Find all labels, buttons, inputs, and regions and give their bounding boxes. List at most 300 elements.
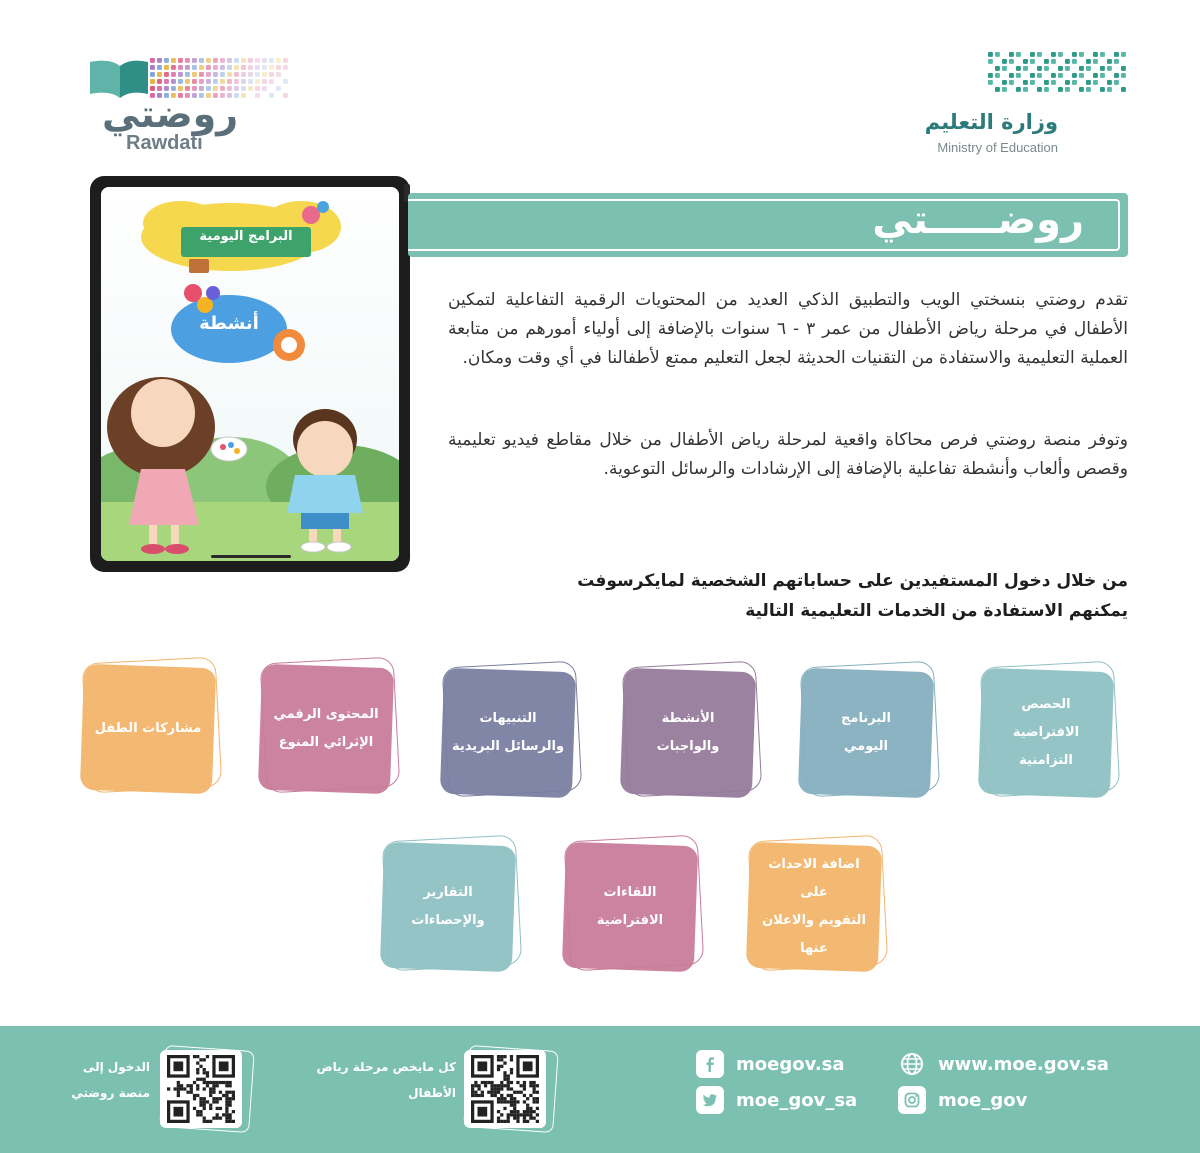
decorative-dot xyxy=(1037,52,1042,57)
decorative-dot xyxy=(1065,59,1070,64)
decorative-dot xyxy=(213,79,218,84)
decorative-dot xyxy=(1058,66,1063,71)
qr-module xyxy=(477,1087,480,1090)
qr-module xyxy=(497,1110,500,1113)
qr-pattern xyxy=(469,1055,541,1123)
qr-module xyxy=(225,1084,228,1087)
decorative-dot xyxy=(157,72,162,77)
decorative-dot xyxy=(988,52,993,57)
qr-module xyxy=(212,1084,215,1087)
qr-module xyxy=(510,1071,513,1074)
qr-module xyxy=(196,1084,199,1087)
decorative-dot xyxy=(1065,87,1070,92)
qr-module xyxy=(507,1117,510,1120)
qr-module xyxy=(474,1084,477,1087)
qr-module xyxy=(225,1113,228,1116)
decorative-dot xyxy=(171,72,176,77)
qr-module xyxy=(503,1074,506,1077)
decorative-dot xyxy=(269,72,274,77)
decorative-dot xyxy=(988,80,993,85)
qr-module xyxy=(500,1100,503,1103)
qr-module xyxy=(216,1117,219,1120)
qr-module xyxy=(516,1091,519,1094)
qr-module xyxy=(199,1097,202,1100)
card-line-1: اللقاءات xyxy=(603,885,657,900)
qr-module xyxy=(507,1081,510,1084)
decorative-dot xyxy=(1093,80,1098,85)
qr-module xyxy=(225,1091,228,1094)
qr-module xyxy=(232,1094,235,1097)
service-card-alerts-mail xyxy=(442,670,574,796)
qr-module xyxy=(533,1110,536,1113)
qr-module xyxy=(490,1081,493,1084)
decorative-dot xyxy=(164,72,169,77)
rawdati-logo xyxy=(82,56,282,156)
qr-label-line-2: منصة روضتي xyxy=(71,1086,150,1100)
qr-finder xyxy=(173,1107,183,1117)
qr-module xyxy=(523,1113,526,1116)
qr-module xyxy=(520,1084,523,1087)
decorative-dot xyxy=(995,66,1000,71)
decorative-dot xyxy=(1044,80,1049,85)
qr-module xyxy=(513,1107,516,1110)
decorative-dot xyxy=(150,79,155,84)
qr-finder xyxy=(523,1061,533,1071)
decorative-dot xyxy=(995,87,1000,92)
decorative-dot xyxy=(164,86,169,91)
decorative-dot xyxy=(213,72,218,77)
qr-module xyxy=(523,1117,526,1120)
banner-title: روضـــــتي xyxy=(872,197,1084,243)
decorative-dot xyxy=(1079,66,1084,71)
qr-module xyxy=(219,1097,222,1100)
qr-module xyxy=(490,1094,493,1097)
decorative-dot xyxy=(199,72,204,77)
decorative-dot xyxy=(192,58,197,63)
decorative-dot xyxy=(1072,73,1077,78)
qr-module xyxy=(513,1104,516,1107)
qr-module xyxy=(507,1084,510,1087)
card-line-2: والواجبات xyxy=(656,739,720,754)
qr-label-line-1: كل مايخص مرحلة رياض xyxy=(316,1060,456,1074)
decorative-dot xyxy=(1051,73,1056,78)
kindergarten-info-qr-code[interactable] xyxy=(464,1050,546,1128)
qr-module xyxy=(516,1113,519,1116)
qr-module xyxy=(503,1055,506,1058)
decorative-dot xyxy=(255,93,260,98)
qr-module xyxy=(209,1091,212,1094)
decorative-dot xyxy=(192,65,197,70)
card-line-1: المحتوى الرقمي xyxy=(273,707,379,722)
qr-module xyxy=(490,1084,493,1087)
decorative-dot xyxy=(269,79,274,84)
decorative-dot xyxy=(178,79,183,84)
decorative-dot xyxy=(1044,59,1049,64)
decorative-dot xyxy=(171,65,176,70)
qr-finder xyxy=(219,1061,229,1071)
decorative-dot xyxy=(241,72,246,77)
instagram-link[interactable] xyxy=(898,1086,1027,1114)
qr-module xyxy=(209,1087,212,1090)
qr-module xyxy=(212,1081,215,1084)
qr-module xyxy=(516,1100,519,1103)
qr-module xyxy=(523,1094,526,1097)
qr-module xyxy=(196,1113,199,1116)
qr-module xyxy=(500,1084,503,1087)
website-url: www.moe.gov.sa xyxy=(938,1053,1109,1075)
facebook-link[interactable] xyxy=(696,1050,845,1078)
qr-module xyxy=(536,1107,539,1110)
qr-module xyxy=(533,1117,536,1120)
qr-module xyxy=(225,1104,228,1107)
qr-module xyxy=(177,1081,180,1084)
decorative-dot xyxy=(150,72,155,77)
qr-module xyxy=(529,1113,532,1116)
qr-module xyxy=(209,1104,212,1107)
decorative-dot xyxy=(1009,73,1014,78)
decorative-dot xyxy=(199,79,204,84)
qr-module xyxy=(219,1091,222,1094)
decorative-dot xyxy=(192,72,197,77)
decorative-dot xyxy=(1058,52,1063,57)
ministry-dots-emblem xyxy=(988,52,1128,96)
qr-module xyxy=(229,1104,232,1107)
qr-module xyxy=(203,1081,206,1084)
qr-module xyxy=(516,1117,519,1120)
qr-module xyxy=(533,1087,536,1090)
decorative-dot xyxy=(248,58,253,63)
qr-module xyxy=(216,1100,219,1103)
decorative-dot xyxy=(1016,52,1021,57)
service-card-calendar-events xyxy=(748,844,880,970)
card-line-1: التنبيهات xyxy=(479,711,537,726)
qr-module xyxy=(529,1117,532,1120)
ministry-english-name: Ministry of Education xyxy=(937,140,1058,155)
card-line-1: التقارير xyxy=(423,885,473,900)
decorative-dot xyxy=(227,86,232,91)
decorative-dot xyxy=(262,72,267,77)
decorative-dot xyxy=(199,65,204,70)
qr-module xyxy=(219,1107,222,1110)
decorative-dot xyxy=(199,86,204,91)
service-card-virtual-meetings xyxy=(564,844,696,970)
rawdati-english-name: Rawdati xyxy=(126,132,203,154)
instagram-icon xyxy=(898,1086,926,1114)
qr-finder xyxy=(173,1061,183,1071)
activities-label: أنشطة xyxy=(199,313,259,334)
decorative-dot xyxy=(1093,59,1098,64)
decorative-dot xyxy=(1107,87,1112,92)
decorative-dot xyxy=(206,72,211,77)
rawdati-platform-qr-code[interactable] xyxy=(160,1050,242,1128)
qr-module xyxy=(497,1117,500,1120)
decorative-dot xyxy=(1037,87,1042,92)
kindergarten-qr-label xyxy=(296,1054,456,1106)
decorative-dot xyxy=(1009,52,1014,57)
decorative-dot xyxy=(1086,66,1091,71)
qr-module xyxy=(225,1107,228,1110)
qr-module xyxy=(471,1091,474,1094)
decorative-dot xyxy=(1093,73,1098,78)
decorative-dot xyxy=(1100,66,1105,71)
website-link[interactable] xyxy=(898,1050,1109,1078)
qr-module xyxy=(526,1110,529,1113)
qr-module xyxy=(513,1113,516,1116)
decorative-dot xyxy=(1058,87,1063,92)
card-line-2: الإثرائي المنوع xyxy=(278,735,374,750)
qr-module xyxy=(513,1097,516,1100)
qr-module xyxy=(193,1081,196,1084)
qr-module xyxy=(222,1113,225,1116)
qr-module xyxy=(523,1120,526,1123)
qr-module xyxy=(216,1113,219,1116)
decorative-dot xyxy=(178,58,183,63)
decorative-dot xyxy=(283,93,288,98)
qr-module xyxy=(529,1110,532,1113)
qr-module xyxy=(503,1097,506,1100)
decorative-dot xyxy=(248,72,253,77)
qr-module xyxy=(507,1087,510,1090)
decorative-dot xyxy=(227,65,232,70)
qr-module xyxy=(481,1091,484,1094)
decorative-dot xyxy=(241,93,246,98)
decorative-dot xyxy=(1114,52,1119,57)
decorative-dot xyxy=(171,58,176,63)
decorative-dot xyxy=(213,86,218,91)
decorative-dot xyxy=(1023,80,1028,85)
decorative-dot xyxy=(262,65,267,70)
qr-module xyxy=(199,1100,202,1103)
decorative-dot xyxy=(255,65,260,70)
qr-module xyxy=(177,1091,180,1094)
qr-module xyxy=(193,1055,196,1058)
qr-module xyxy=(510,1110,513,1113)
service-card-activities-homework xyxy=(622,670,754,796)
qr-module xyxy=(497,1087,500,1090)
decorative-dot xyxy=(1086,80,1091,85)
qr-module xyxy=(229,1120,232,1123)
qr-module xyxy=(529,1107,532,1110)
qr-module xyxy=(225,1097,228,1100)
qr-label-line-2: الأطفال xyxy=(408,1086,456,1100)
qr-module xyxy=(203,1068,206,1071)
qr-module xyxy=(199,1065,202,1068)
qr-module xyxy=(500,1065,503,1068)
qr-module xyxy=(203,1107,206,1110)
qr-module xyxy=(510,1068,513,1071)
qr-module xyxy=(526,1113,529,1116)
card-line-2: التقويم والاعلان عنها xyxy=(762,913,866,956)
qr-module xyxy=(183,1087,186,1090)
qr-module xyxy=(209,1081,212,1084)
instagram-handle: moe_gov xyxy=(938,1089,1028,1111)
qr-module xyxy=(203,1100,206,1103)
qr-module xyxy=(209,1107,212,1110)
qr-module xyxy=(186,1084,189,1087)
qr-module xyxy=(510,1097,513,1100)
qr-module xyxy=(520,1091,523,1094)
qr-module xyxy=(206,1120,209,1123)
decorative-dot xyxy=(220,79,225,84)
decorative-dot xyxy=(283,65,288,70)
decorative-dot xyxy=(185,72,190,77)
qr-module xyxy=(219,1117,222,1120)
qr-module xyxy=(533,1097,536,1100)
decorative-dot xyxy=(234,86,239,91)
qr-module xyxy=(526,1107,529,1110)
decorative-dot xyxy=(192,86,197,91)
qr-module xyxy=(526,1097,529,1100)
qr-module xyxy=(229,1117,232,1120)
decorative-dot xyxy=(269,65,274,70)
decorative-dot xyxy=(248,65,253,70)
decorative-dot xyxy=(213,65,218,70)
qr-module xyxy=(533,1081,536,1084)
services-subheading xyxy=(428,566,1128,626)
qr-module xyxy=(196,1061,199,1064)
qr-module xyxy=(199,1058,202,1061)
decorative-dot xyxy=(283,79,288,84)
qr-module xyxy=(209,1094,212,1097)
qr-module xyxy=(490,1091,493,1094)
subheading-line-1: من خلال دخول المستفيدين على حساباتهم الشخصية لمايكرسوفت xyxy=(577,571,1128,591)
qr-module xyxy=(216,1081,219,1084)
qr-module xyxy=(516,1120,519,1123)
qr-module xyxy=(503,1061,506,1064)
decorative-dot xyxy=(1072,59,1077,64)
decorative-dot xyxy=(1079,52,1084,57)
qr-module xyxy=(503,1100,506,1103)
decorative-dot xyxy=(178,65,183,70)
decorative-dot xyxy=(988,59,993,64)
qr-module xyxy=(494,1091,497,1094)
decorative-dot xyxy=(157,65,162,70)
qr-module xyxy=(206,1100,209,1103)
tablet-screen xyxy=(101,187,399,561)
decorative-dot xyxy=(1079,87,1084,92)
qr-module xyxy=(500,1097,503,1100)
decorative-dot xyxy=(1114,73,1119,78)
qr-module xyxy=(497,1097,500,1100)
decorative-dot xyxy=(1044,87,1049,92)
qr-module xyxy=(193,1094,196,1097)
card-line-1: الأنشطة xyxy=(661,711,715,726)
qr-module xyxy=(225,1100,228,1103)
qr-module xyxy=(513,1100,516,1103)
qr-module xyxy=(212,1117,215,1120)
qr-module xyxy=(167,1087,170,1090)
ministry-of-education-logo xyxy=(918,52,1128,162)
qr-module xyxy=(193,1107,196,1110)
qr-module xyxy=(203,1078,206,1081)
qr-module xyxy=(487,1091,490,1094)
qr-module xyxy=(216,1084,219,1087)
qr-module xyxy=(177,1087,180,1090)
decorative-dot xyxy=(1107,66,1112,71)
qr-module xyxy=(507,1100,510,1103)
decorative-dot xyxy=(220,65,225,70)
qr-module xyxy=(203,1120,206,1123)
qr-module xyxy=(180,1087,183,1090)
decorative-dot xyxy=(185,65,190,70)
qr-module xyxy=(216,1107,219,1110)
decorative-dot xyxy=(1065,66,1070,71)
decorative-dot xyxy=(227,58,232,63)
qr-module xyxy=(203,1117,206,1120)
card-line-2: اليومي xyxy=(844,739,888,754)
decorative-dot xyxy=(185,79,190,84)
qr-module xyxy=(510,1113,513,1116)
qr-module xyxy=(474,1094,477,1097)
qr-module xyxy=(232,1120,235,1123)
decorative-dot xyxy=(157,86,162,91)
twitter-link[interactable] xyxy=(696,1086,857,1114)
decorative-dot xyxy=(1030,73,1035,78)
qr-module xyxy=(536,1097,539,1100)
qr-module xyxy=(199,1104,202,1107)
decorative-dot xyxy=(1051,59,1056,64)
decorative-dot xyxy=(262,58,267,63)
qr-module xyxy=(229,1091,232,1094)
qr-module xyxy=(510,1104,513,1107)
daily-programs-label: البرامج اليومية xyxy=(199,229,293,244)
qr-module xyxy=(510,1081,513,1084)
qr-module xyxy=(206,1071,209,1074)
qr-module xyxy=(510,1094,513,1097)
decorative-dot xyxy=(241,58,246,63)
qr-module xyxy=(497,1120,500,1123)
tablet-mockup xyxy=(90,176,410,572)
decorative-dot xyxy=(206,65,211,70)
qr-module xyxy=(203,1097,206,1100)
decorative-dot xyxy=(185,58,190,63)
decorative-dot xyxy=(157,58,162,63)
decorative-dot xyxy=(1065,80,1070,85)
decorative-dot xyxy=(199,58,204,63)
qr-module xyxy=(510,1055,513,1058)
qr-module xyxy=(536,1091,539,1094)
qr-module xyxy=(500,1087,503,1090)
decorative-dot xyxy=(206,79,211,84)
qr-module xyxy=(497,1055,500,1058)
qr-module xyxy=(500,1113,503,1116)
qr-module xyxy=(494,1094,497,1097)
qr-module xyxy=(536,1084,539,1087)
title-banner xyxy=(408,193,1128,257)
decorative-dot xyxy=(220,58,225,63)
decorative-dot xyxy=(283,58,288,63)
decorative-dot xyxy=(185,86,190,91)
decorative-dot xyxy=(262,79,267,84)
qr-module xyxy=(516,1110,519,1113)
decorative-dot xyxy=(1121,73,1126,78)
decorative-dot xyxy=(234,58,239,63)
card-line-2: والرسائل البريدية xyxy=(451,739,565,754)
decorative-dot xyxy=(1051,52,1056,57)
qr-module xyxy=(526,1120,529,1123)
decorative-dot xyxy=(1072,80,1077,85)
decorative-dot xyxy=(178,86,183,91)
qr-module xyxy=(503,1078,506,1081)
qr-module xyxy=(180,1084,183,1087)
qr-module xyxy=(497,1068,500,1071)
decorative-dot xyxy=(1114,59,1119,64)
decorative-dot xyxy=(1100,87,1105,92)
decorative-dot xyxy=(241,65,246,70)
qr-module xyxy=(523,1084,526,1087)
qr-module xyxy=(481,1081,484,1084)
qr-module xyxy=(232,1091,235,1094)
